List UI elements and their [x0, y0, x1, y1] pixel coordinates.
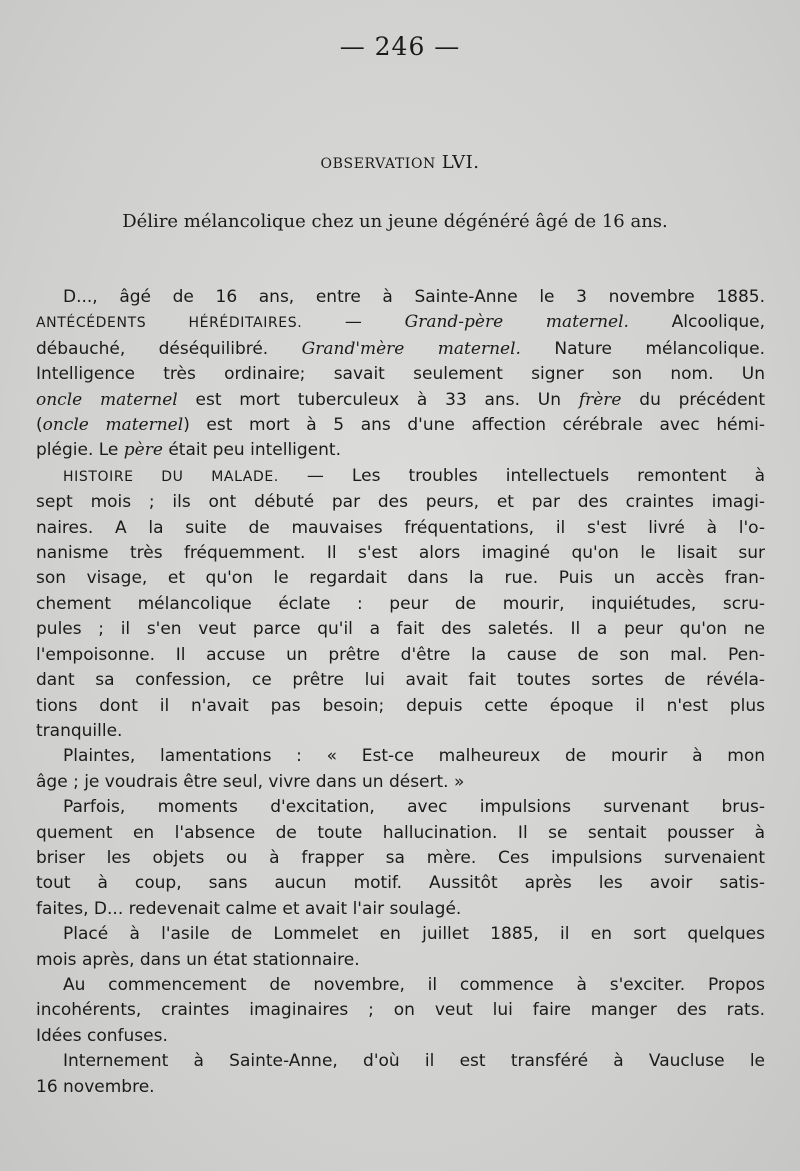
text-line-6 [36, 413, 765, 438]
text-line-25: faites, D... redevenait calme et avait l'air soulagé. [36, 898, 462, 919]
text-line-18: tranquille. [36, 720, 123, 741]
text-line-3 [36, 337, 765, 362]
text-line-15: l'empoisonne. Il accuse un prêtre d'être la cause de son mal. Pen- [36, 644, 765, 665]
text-line-21: Parfois, moments d'excitation, avec impulsions survenant brus- [63, 797, 765, 818]
text-line-9: sept mois ; ils ont débuté par des peurs, et par des craintes imagi- [36, 492, 765, 513]
text-line-7 [36, 438, 765, 463]
text-segment: Alcoolique, [628, 312, 765, 333]
text-line-14: pules ; il s'en veut parce qu'il a fait des saletés. Il a peur qu'on ne [36, 619, 765, 640]
text-segment: ) est mort à 5 ans d'une affection cérébrale avec hémi- [183, 415, 766, 436]
text-segment: D..., âgé de 16 ans, entre à Sainte-Anne le 3 novembre 1885. [63, 287, 765, 307]
observation-label: OBSERVATION [320, 156, 436, 172]
text-line-11: nanisme très fréquemment. Il s'est alors imaginé qu'on le lisait sur [36, 543, 765, 564]
text-segment: était peu intelligent. [162, 440, 341, 461]
text-line-28: Au commencement de novembre, il commence à s'exciter. Propos [63, 974, 765, 995]
text-segment: plégie. Le [36, 440, 124, 461]
text-line-8 [36, 464, 765, 490]
text-segment: Nature mélancolique. [520, 338, 766, 359]
text-line-32: 16 novembre. [36, 1076, 155, 1097]
observation-number: LVI. [441, 152, 480, 173]
text-segment: du précédent [621, 389, 765, 410]
text-segment: — Les troubles intellectuels remontent à [278, 465, 766, 486]
text-italic: oncle maternel [42, 415, 184, 436]
text-segment: débauché, déséquilibré. [36, 338, 302, 359]
text-line-4: Intelligence très ordinaire; savait seulement signer son nom. Un [36, 364, 765, 385]
text-line-2 [36, 310, 765, 336]
observation-body [36, 285, 765, 1100]
text-line-27: mois après, dans un état stationnaire. [36, 949, 360, 970]
text-segment: ( [36, 415, 43, 436]
page-number: — 246 — [339, 32, 461, 61]
section-head-histoire: HISTOIRE DU MALADE. [63, 468, 279, 485]
text-line-30: Idées confuses. [36, 1025, 168, 1046]
text-line-26: Placé à l'asile de Lommelet en juillet 1885, il en sort quelques [63, 924, 765, 945]
text-line-20: âge ; je voudrais être seul, vivre dans un désert. » [36, 771, 465, 792]
text-line-19: Plaintes, lamentations : « Est-ce malheureux de mourir à mon [63, 746, 765, 767]
text-line-5 [36, 388, 765, 413]
text-segment: est mort tuberculeux à 33 ans. Un [177, 389, 579, 410]
text-line-13: chement mélancolique éclate : peur de mourir, inquiétudes, scru- [36, 593, 765, 614]
observation-subtitle: Délire mélancolique chez un jeune dégénéré âgé de 16 ans. [122, 211, 668, 232]
text-line-23: briser les objets ou à frapper sa mère. Ces impulsions survenaient [36, 847, 765, 868]
observation-heading [0, 152, 800, 173]
text-line-22: quement en l'absence de toute hallucination. Il se sentait pousser à [36, 822, 765, 843]
text-line-31: Internement à Sainte-Anne, d'où il est transféré à Vaucluse le [63, 1051, 765, 1072]
text-line-16: dant sa confession, ce prêtre lui avait fait toutes sortes de révéla- [36, 670, 765, 691]
text-line-17: tions dont il n'avait pas besoin; depuis cette époque il n'est plus [36, 695, 765, 716]
text-italic: frère [578, 389, 622, 410]
text-line-12: son visage, et qu'on le regardait dans la rue. Puis un accès fran- [36, 568, 765, 589]
text-segment: — [302, 312, 405, 333]
text-italic: Grand-père maternel. [404, 312, 629, 333]
text-italic: Grand'mère maternel. [301, 338, 521, 359]
text-line-1 [36, 285, 765, 310]
text-line-10: naires. A la suite de mauvaises fréquentations, il s'est livré à l'o- [36, 517, 765, 538]
text-italic: père [123, 440, 163, 461]
section-head-antecedents: ANTÉCÉDENTS HÉRÉDITAIRES. [36, 315, 303, 332]
text-line-24: tout à coup, sans aucun motif. Aussitôt après les avoir satis- [36, 873, 765, 894]
text-line-29: incohérents, craintes imaginaires ; on veut lui faire manger des rats. [36, 1000, 765, 1021]
text-italic: oncle maternel [36, 389, 178, 410]
